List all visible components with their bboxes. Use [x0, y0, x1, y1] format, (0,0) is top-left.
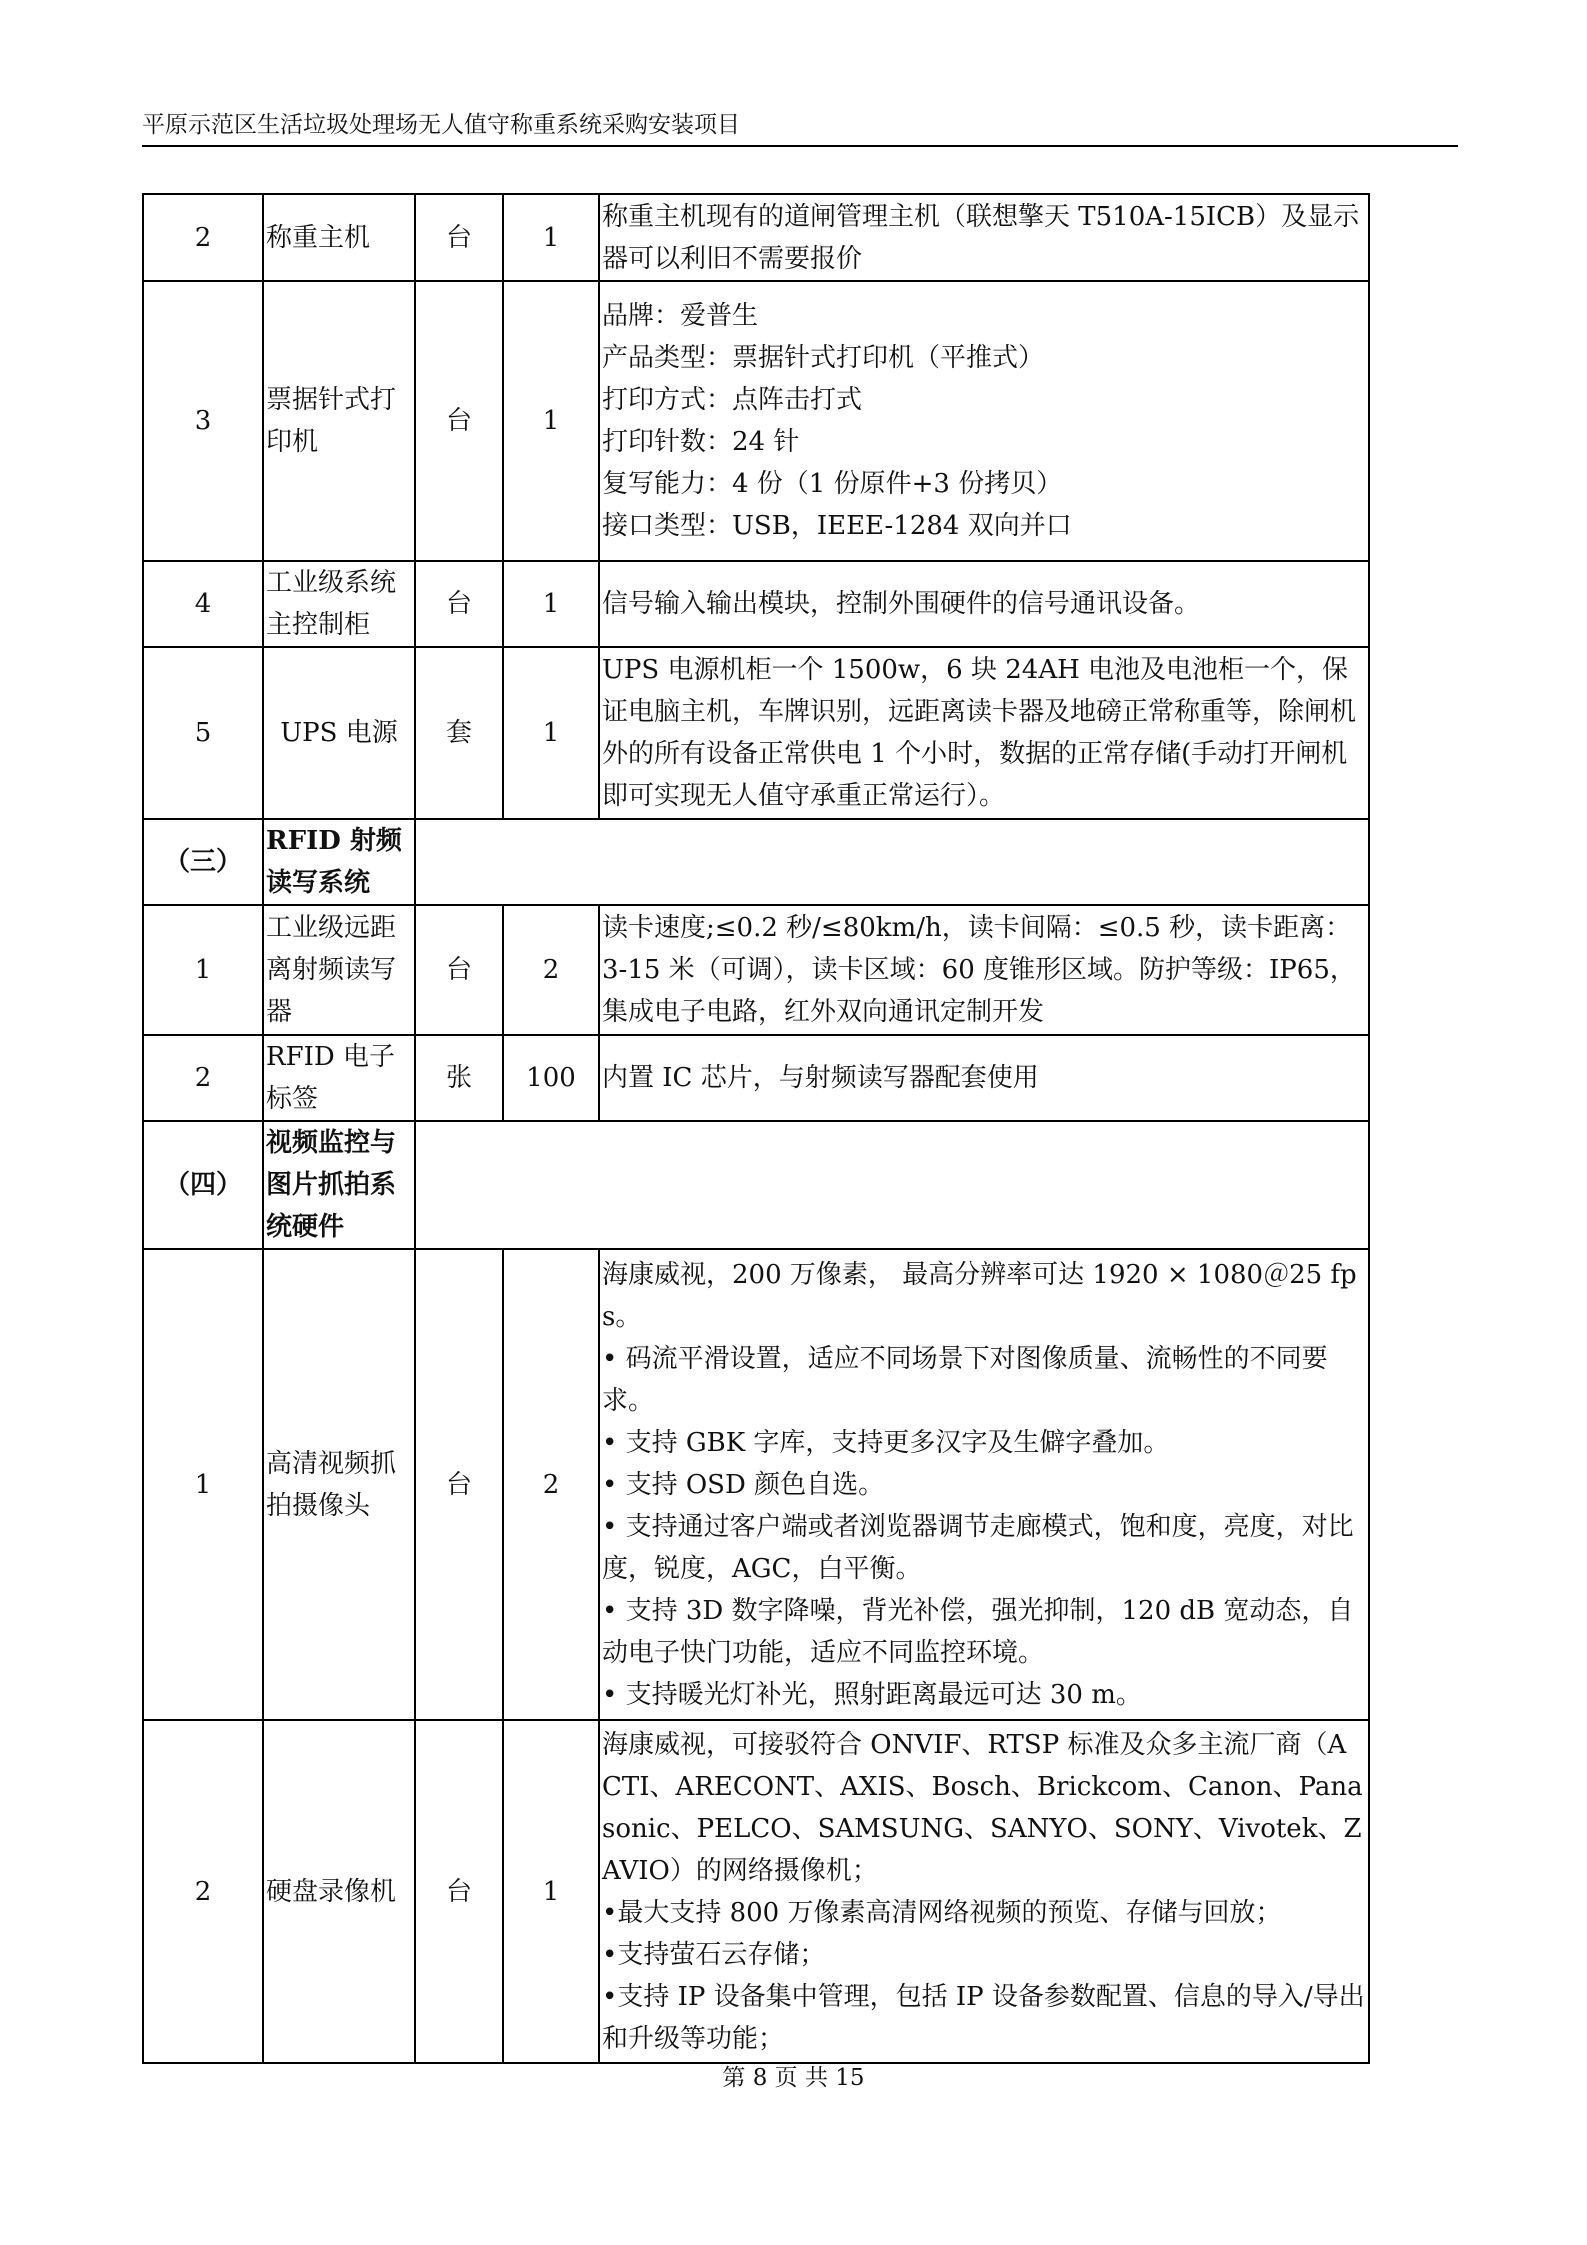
item-name: RFID 电子标签	[263, 1035, 415, 1121]
item-quantity: 1	[503, 561, 599, 647]
section-number: （四）	[143, 1121, 263, 1249]
item-name: UPS 电源	[263, 647, 415, 819]
item-description	[599, 1249, 1369, 1720]
table-row	[143, 1035, 1369, 1121]
item-description	[599, 647, 1369, 819]
section-empty-cell	[415, 819, 1369, 905]
description-line: 读卡速度;≤0.2 秒/≤80km/h，读卡间隔：≤0.5 秒，读卡距离：3-15 米（可调），读卡区域：60 度锥形区域。防护等级：IP65，集成电子电路，红外双向通讯定制开发	[602, 913, 1356, 1027]
item-name: 称重主机	[263, 194, 415, 281]
item-number: 5	[143, 647, 263, 819]
item-quantity: 100	[503, 1035, 599, 1121]
description-line: •支持 IP 设备集中管理，包括 IP 设备参数配置、信息的导入/导出和升级等功能；	[602, 1981, 1365, 2054]
document-header: 平原示范区生活垃圾处理场无人值守称重系统采购安装项目	[142, 112, 740, 138]
item-name: 高清视频抓拍摄像头	[263, 1249, 415, 1720]
header-rule	[142, 145, 1458, 147]
item-unit: 台	[415, 1720, 503, 2063]
item-name: 票据针式打印机	[263, 281, 415, 561]
description-line: • 支持暖光灯补光，照射距离最远可达 30 m。	[602, 1679, 1142, 1710]
item-description	[599, 281, 1369, 561]
table-row	[143, 905, 1369, 1035]
description-line: 内置 IC 芯片，与射频读写器配套使用	[602, 1063, 1039, 1093]
description-line: 打印针数：24 针	[602, 427, 800, 457]
table-row	[143, 647, 1369, 819]
item-quantity: 2	[503, 1249, 599, 1720]
item-unit: 台	[415, 561, 503, 647]
description-line: • 码流平滑设置，适应不同场景下对图像质量、流畅性的不同要求。	[602, 1343, 1328, 1416]
item-quantity: 1	[503, 647, 599, 819]
item-name: 硬盘录像机	[263, 1720, 415, 2063]
section-row	[143, 819, 1369, 905]
description-line: 接口类型：USB，IEEE-1284 双向并口	[602, 511, 1072, 541]
description-line: 海康威视，可接驳符合 ONVIF、RTSP 标准及众多主流厂商（ACTI、ARECONT、AXIS、Bosch、Brickcom、Canon、Panasonic、PELCO、SAMSUNG、SANYO、SONY、Vivotek、ZAVIO）的网络摄像机；	[602, 1729, 1363, 1886]
description-line: •支持萤石云存储；	[602, 1939, 826, 1970]
description-line: •最大支持 800 万像素高清网络视频的预览、存储与回放；	[602, 1897, 1282, 1928]
item-quantity: 1	[503, 1720, 599, 2063]
description-line: 打印方式：点阵击打式	[602, 385, 863, 415]
item-description	[599, 194, 1369, 281]
table-row	[143, 1720, 1369, 2063]
item-number: 1	[143, 905, 263, 1035]
section-title: RFID 射频读写系统	[263, 819, 415, 905]
item-unit: 台	[415, 1249, 503, 1720]
table-row	[143, 194, 1369, 281]
table-row	[143, 281, 1369, 561]
item-number: 4	[143, 561, 263, 647]
item-number: 1	[143, 1249, 263, 1720]
description-line: • 支持 3D 数字降噪，背光补偿，强光抑制，120 dB 宽动态，自动电子快门功能，适应不同监控环境。	[602, 1595, 1354, 1668]
item-unit: 台	[415, 281, 503, 561]
description-line: • 支持 GBK 字库，支持更多汉字及生僻字叠加。	[602, 1427, 1170, 1458]
item-unit: 台	[415, 905, 503, 1035]
item-number: 2	[143, 194, 263, 281]
table-row	[143, 1249, 1369, 1720]
description-line: 复写能力：4 份（1 份原件+3 份拷贝）	[602, 469, 1063, 499]
item-unit: 台	[415, 194, 503, 281]
description-line: 海康威视，200 万像素， 最高分辨率可达 1920 × 1080＠25 fps。	[602, 1259, 1357, 1332]
item-number: 3	[143, 281, 263, 561]
item-description	[599, 561, 1369, 647]
description-line: 称重主机现有的道闸管理主机（联想擎天 T510A-15ICB）及显示器可以利旧不需要报价	[602, 201, 1360, 274]
item-quantity: 2	[503, 905, 599, 1035]
item-quantity: 1	[503, 194, 599, 281]
description-line: 品牌：爱普生	[602, 301, 759, 331]
table-row	[143, 561, 1369, 647]
item-description	[599, 905, 1369, 1035]
item-unit: 套	[415, 647, 503, 819]
description-line: • 支持通过客户端或者浏览器调节走廊模式，饱和度，亮度，对比度，锐度，AGC，白平衡。	[602, 1511, 1354, 1584]
item-number: 2	[143, 1720, 263, 2063]
item-name: 工业级系统主控制柜	[263, 561, 415, 647]
item-unit: 张	[415, 1035, 503, 1121]
equipment-spec-table	[142, 193, 1370, 2064]
section-number: （三）	[143, 819, 263, 905]
section-title: 视频监控与图片抓拍系统硬件	[263, 1121, 415, 1249]
section-empty-cell	[415, 1121, 1369, 1249]
item-name: 工业级远距离射频读写器	[263, 905, 415, 1035]
description-line: • 支持 OSD 颜色自选。	[602, 1469, 885, 1500]
page-number: 第 8 页 共 15	[722, 2065, 865, 2091]
item-number: 2	[143, 1035, 263, 1121]
description-line: UPS 电源机柜一个 1500w，6 块 24AH 电池及电池柜一个，保证电脑主机，车牌识别，远距离读卡器及地磅正常称重等，除闸机外的所有设备正常供电 1 个小时，数据的正常存储(手动打开闸机即可实现无人值守承重正常运行）。	[602, 655, 1357, 811]
item-description	[599, 1035, 1369, 1121]
section-row	[143, 1121, 1369, 1249]
item-quantity: 1	[503, 281, 599, 561]
description-line: 产品类型：票据针式打印机（平推式）	[602, 343, 1045, 373]
description-line: 信号输入输出模块，控制外围硬件的信号通讯设备。	[602, 589, 1201, 619]
item-description	[599, 1720, 1369, 2063]
